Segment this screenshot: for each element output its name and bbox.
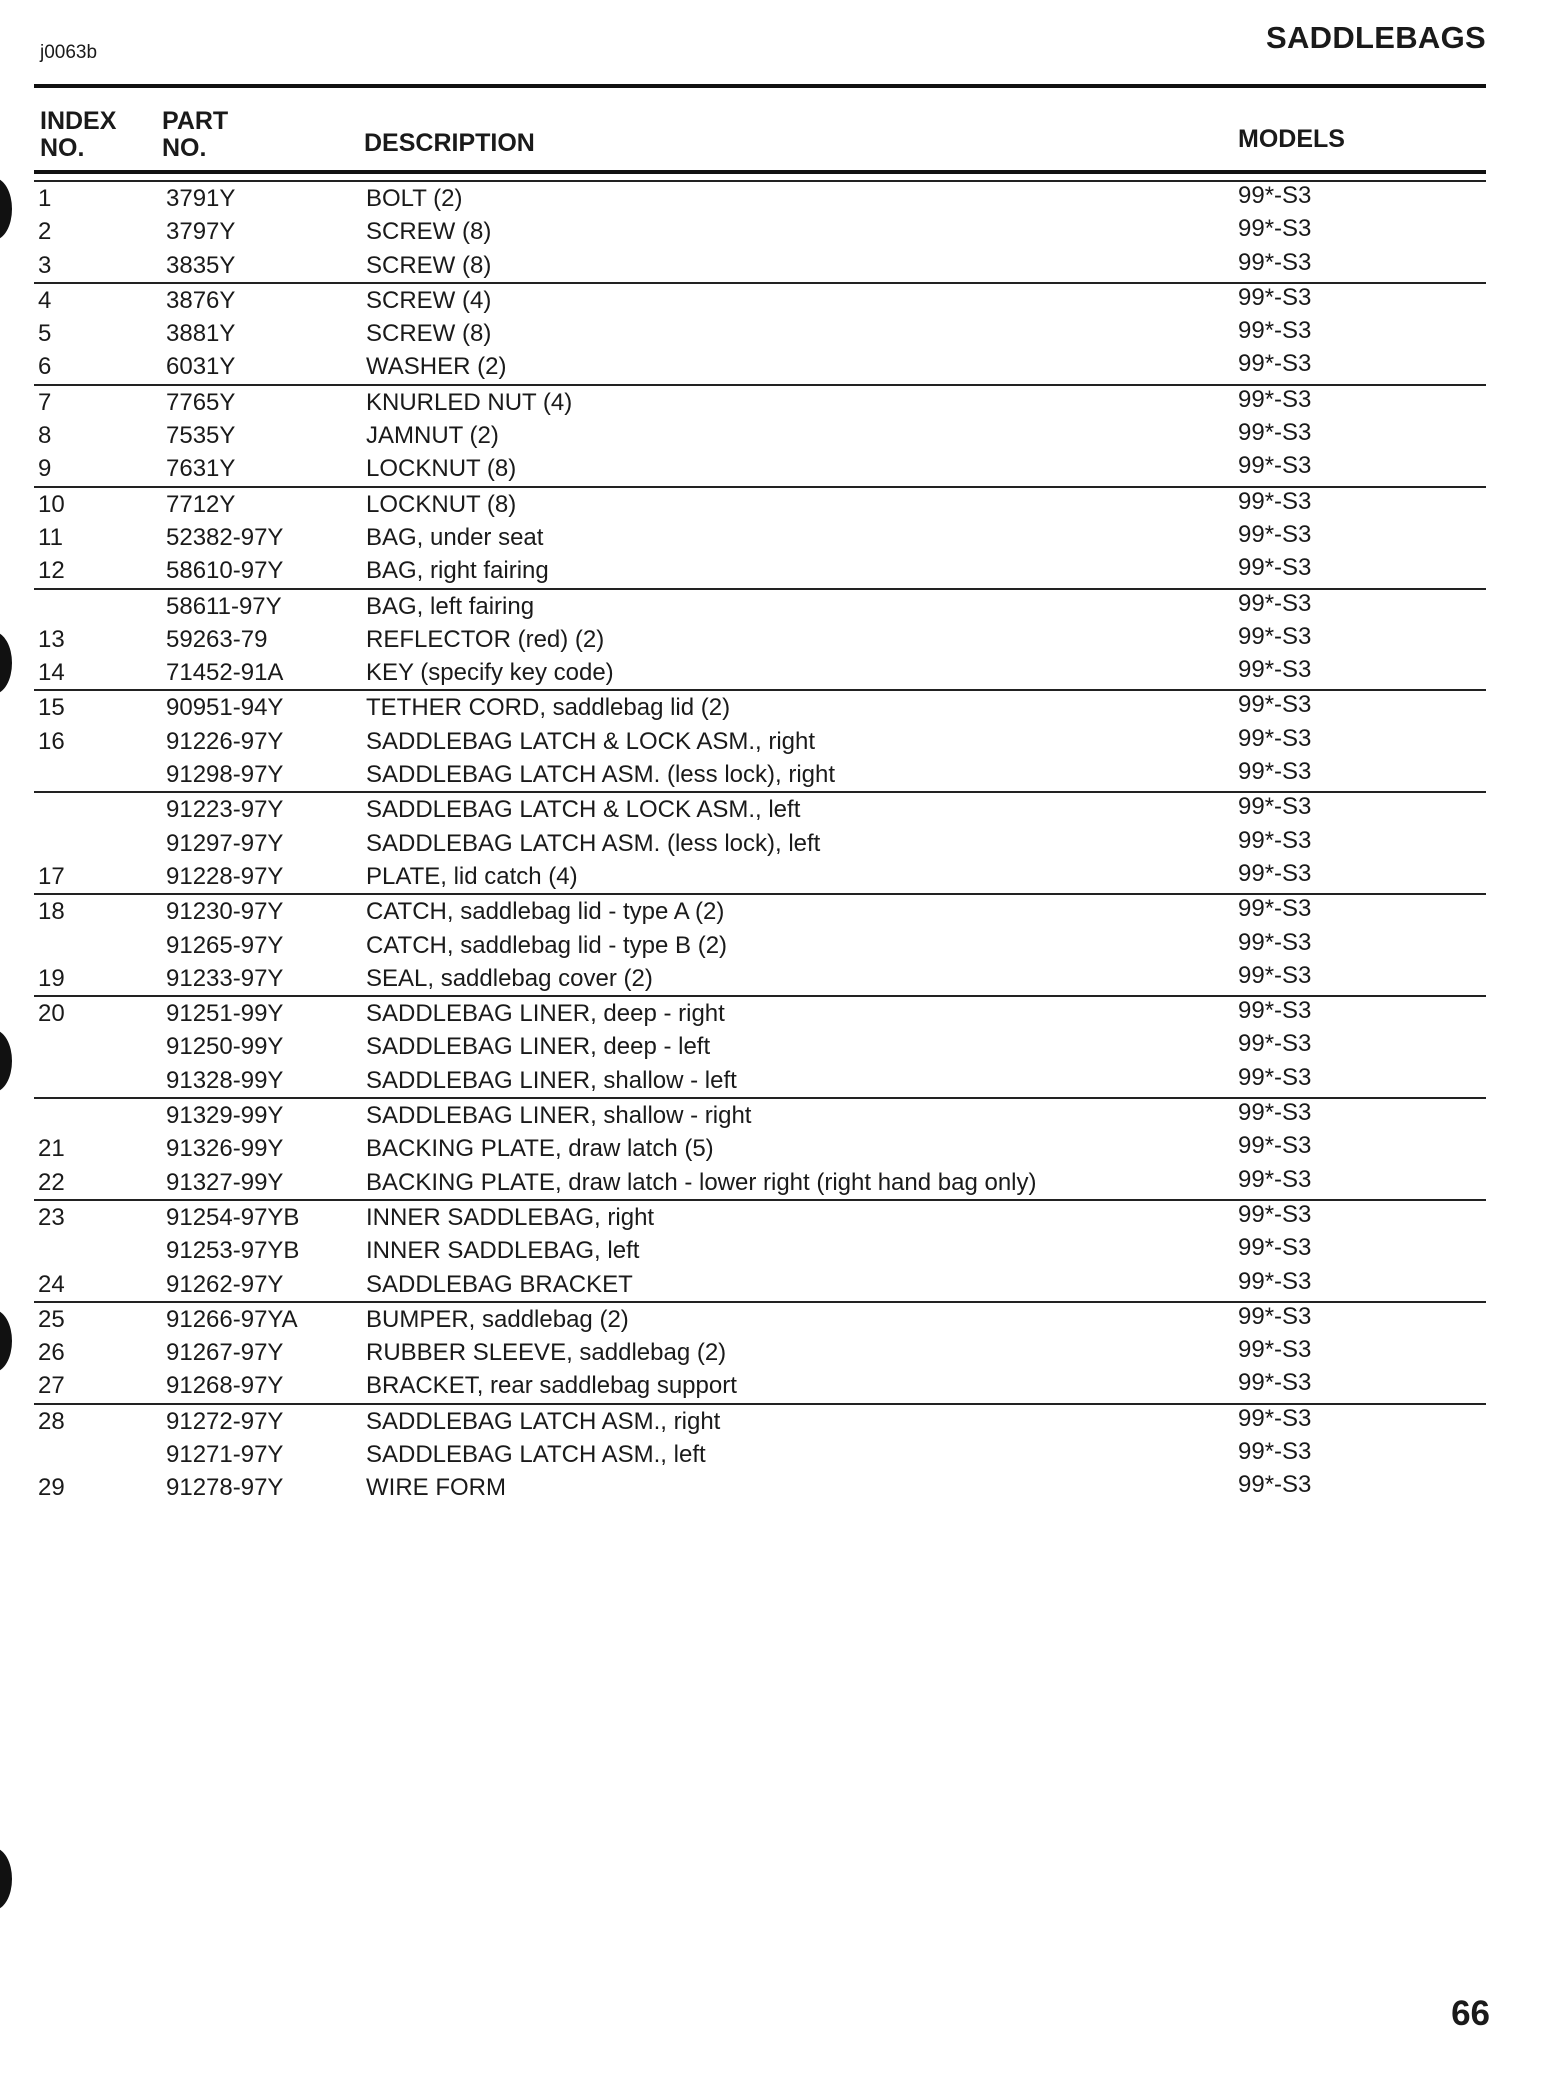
models-cell: 99*-S3 — [1238, 1234, 1312, 1262]
description-cell: SADDLEBAG LINER, shallow - left — [366, 1066, 737, 1094]
description-cell: WIRE FORM — [366, 1474, 506, 1502]
table-row — [34, 486, 1486, 521]
table-row — [34, 656, 1486, 689]
reference-code: j0063b — [40, 42, 98, 63]
part-number-cell: 3797Y — [166, 218, 236, 246]
models-cell: 99*-S3 — [1238, 215, 1312, 243]
index-cell: 23 — [38, 1203, 65, 1231]
models-cell: 99*-S3 — [1238, 793, 1312, 821]
description-cell: JAMNUT (2) — [366, 422, 499, 450]
index-cell: 21 — [38, 1135, 65, 1163]
table-row — [34, 1199, 1486, 1234]
table-row — [34, 623, 1486, 656]
description-cell: SADDLEBAG LATCH & LOCK ASM., left — [366, 796, 801, 824]
part-number-cell: 91226-97Y — [166, 727, 284, 755]
column-header-index — [40, 108, 116, 162]
table-row — [34, 419, 1486, 452]
index-cell: 12 — [38, 557, 65, 585]
part-number-cell: 91298-97Y — [166, 761, 284, 789]
table-row — [34, 452, 1486, 485]
index-cell: 6 — [38, 353, 52, 381]
part-number-cell: 90951-94Y — [166, 694, 284, 722]
table-row — [34, 1030, 1486, 1063]
description-cell: BAG, right fairing — [366, 557, 549, 585]
index-cell: 20 — [38, 1000, 65, 1028]
part-number-cell: 3791Y — [166, 185, 236, 212]
index-cell: 29 — [38, 1474, 65, 1502]
index-cell: 18 — [38, 898, 65, 926]
index-cell: 19 — [38, 964, 65, 992]
table-row — [34, 1438, 1486, 1471]
part-number-cell: 91265-97Y — [166, 931, 284, 959]
models-cell: 99*-S3 — [1238, 385, 1312, 413]
table-row — [34, 1471, 1486, 1504]
part-number-cell: 91262-97Y — [166, 1270, 284, 1298]
table-row — [34, 893, 1486, 928]
description-cell: CATCH, saddlebag lid - type B (2) — [366, 931, 728, 959]
models-cell: 99*-S3 — [1238, 859, 1312, 887]
models-cell: 99*-S3 — [1238, 350, 1312, 378]
description-cell: SADDLEBAG LATCH ASM. (less lock), left — [366, 829, 821, 857]
top-divider — [34, 84, 1486, 88]
index-cell: 22 — [38, 1168, 65, 1196]
part-number-cell: 91278-97Y — [166, 1474, 284, 1502]
part-number-cell: 91326-99Y — [166, 1135, 284, 1163]
index-cell: 11 — [38, 523, 63, 551]
description-cell: BACKING PLATE, draw latch - lower right (right hand bag only) — [366, 1168, 1037, 1196]
column-header-index-label: INDEX NO. — [40, 107, 117, 162]
part-number-cell: 91268-97Y — [166, 1372, 284, 1400]
models-cell: 99*-S3 — [1238, 283, 1312, 311]
part-number-cell: 6031Y — [166, 353, 236, 381]
column-header-part — [162, 108, 228, 162]
models-cell: 99*-S3 — [1238, 182, 1312, 209]
table-row — [34, 1166, 1486, 1199]
table-row — [34, 588, 1486, 623]
description-cell: RUBBER SLEEVE, saddlebag (2) — [366, 1339, 727, 1367]
models-cell: 99*-S3 — [1238, 248, 1312, 276]
models-cell: 99*-S3 — [1238, 724, 1312, 752]
column-header-models: MODELS — [1238, 125, 1345, 153]
part-number-cell: 58610-97Y — [166, 557, 284, 585]
table-row — [34, 929, 1486, 962]
description-cell: SADDLEBAG LATCH & LOCK ASM., right — [366, 727, 816, 755]
models-cell: 99*-S3 — [1238, 928, 1312, 956]
table-row — [34, 1268, 1486, 1301]
models-cell: 99*-S3 — [1238, 520, 1312, 548]
description-cell: BOLT (2) — [366, 185, 463, 212]
parts-table-body — [34, 180, 1486, 1505]
index-cell: 7 — [38, 388, 52, 416]
models-cell: 99*-S3 — [1238, 1302, 1312, 1330]
table-row — [34, 1064, 1486, 1097]
description-cell: SADDLEBAG LINER, shallow - right — [366, 1102, 752, 1130]
table-row — [34, 995, 1486, 1030]
index-cell: 15 — [38, 694, 65, 722]
description-cell: KNURLED NUT (4) — [366, 388, 573, 416]
index-cell: 24 — [38, 1270, 65, 1298]
models-cell: 99*-S3 — [1238, 1063, 1312, 1091]
table-row — [34, 249, 1486, 282]
models-cell: 99*-S3 — [1238, 622, 1312, 650]
models-cell: 99*-S3 — [1238, 961, 1312, 989]
part-number-cell: 58611-97Y — [166, 592, 282, 620]
models-cell: 99*-S3 — [1238, 1369, 1312, 1397]
index-cell: 27 — [38, 1372, 65, 1400]
models-cell: 99*-S3 — [1238, 1132, 1312, 1160]
header-divider — [34, 170, 1486, 174]
index-cell: 3 — [38, 251, 52, 279]
index-cell: 17 — [38, 862, 65, 890]
models-cell: 99*-S3 — [1238, 656, 1312, 684]
table-row — [34, 521, 1486, 554]
table-row — [34, 860, 1486, 893]
description-cell: LOCKNUT (8) — [366, 490, 517, 518]
models-cell: 99*-S3 — [1238, 452, 1312, 480]
models-cell: 99*-S3 — [1238, 419, 1312, 447]
models-cell: 99*-S3 — [1238, 1404, 1312, 1432]
models-cell: 99*-S3 — [1238, 1437, 1312, 1465]
table-row — [34, 350, 1486, 383]
models-cell: 99*-S3 — [1238, 826, 1312, 854]
part-number-cell: 91230-97Y — [166, 898, 284, 926]
description-cell: BUMPER, saddlebag (2) — [366, 1305, 629, 1333]
table-row — [34, 1301, 1486, 1336]
binder-hole — [0, 632, 12, 694]
models-cell: 99*-S3 — [1238, 997, 1312, 1025]
description-cell: CATCH, saddlebag lid - type A (2) — [366, 898, 725, 926]
section-title: SADDLEBAGS — [1265, 20, 1486, 55]
part-number-cell: 91267-97Y — [166, 1339, 284, 1367]
part-number-cell: 91297-97Y — [166, 829, 284, 857]
part-number-cell: 91253-97YB — [166, 1237, 300, 1265]
models-cell: 99*-S3 — [1238, 1267, 1312, 1295]
table-row — [34, 1369, 1486, 1402]
part-number-cell: 7535Y — [166, 422, 236, 450]
index-cell: 14 — [38, 659, 65, 687]
index-cell: 26 — [38, 1339, 65, 1367]
column-header-part-label: PART NO. — [162, 107, 229, 162]
binder-hole — [0, 1848, 12, 1910]
table-row — [34, 317, 1486, 350]
table-row — [34, 384, 1486, 419]
models-cell: 99*-S3 — [1238, 1200, 1312, 1228]
table-row — [34, 180, 1486, 215]
description-cell: KEY (specify key code) — [366, 659, 614, 687]
binder-hole — [0, 1030, 12, 1092]
part-number-cell: 52382-97Y — [166, 523, 284, 551]
table-row — [34, 1234, 1486, 1267]
models-cell: 99*-S3 — [1238, 691, 1312, 719]
table-row — [34, 554, 1486, 587]
part-number-cell: 91250-99Y — [166, 1033, 284, 1061]
part-number-cell: 91328-99Y — [166, 1066, 284, 1094]
table-row — [34, 962, 1486, 995]
models-cell: 99*-S3 — [1238, 487, 1312, 515]
table-row — [34, 791, 1486, 826]
table-row — [34, 1097, 1486, 1132]
models-cell: 99*-S3 — [1238, 1099, 1312, 1127]
binder-hole — [0, 1310, 12, 1372]
index-cell: 4 — [38, 286, 52, 314]
binder-hole — [0, 178, 12, 240]
part-number-cell: 71452-91A — [166, 659, 284, 687]
part-number-cell: 91271-97Y — [166, 1440, 284, 1468]
description-cell: TETHER CORD, saddlebag lid (2) — [366, 694, 731, 722]
part-number-cell: 91272-97Y — [166, 1407, 284, 1435]
models-cell: 99*-S3 — [1238, 1165, 1312, 1193]
description-cell: INNER SADDLEBAG, right — [366, 1203, 655, 1231]
part-number-cell: 59263-79 — [166, 625, 268, 653]
models-cell: 99*-S3 — [1238, 1336, 1312, 1364]
table-row — [34, 725, 1486, 758]
description-cell: WASHER (2) — [366, 353, 507, 381]
part-number-cell: 91223-97Y — [166, 796, 284, 824]
models-cell: 99*-S3 — [1238, 317, 1312, 345]
index-cell: 2 — [38, 218, 52, 246]
part-number-cell: 91329-99Y — [166, 1102, 284, 1130]
index-cell: 16 — [38, 727, 65, 755]
table-row — [34, 827, 1486, 860]
models-cell: 99*-S3 — [1238, 1030, 1312, 1058]
description-cell: REFLECTOR (red) (2) — [366, 625, 605, 653]
part-number-cell: 91233-97Y — [166, 964, 284, 992]
description-cell: PLATE, lid catch (4) — [366, 862, 578, 890]
part-number-cell: 91327-99Y — [166, 1168, 284, 1196]
part-number-cell: 7631Y — [166, 455, 236, 483]
part-number-cell: 7765Y — [166, 388, 236, 416]
part-number-cell: 91254-97YB — [166, 1203, 300, 1231]
index-cell: 9 — [38, 455, 52, 483]
description-cell: SCREW (8) — [366, 251, 492, 279]
models-cell: 99*-S3 — [1238, 589, 1312, 617]
description-cell: BAG, left fairing — [366, 592, 535, 620]
table-row — [34, 1336, 1486, 1369]
description-cell: SADDLEBAG LATCH ASM., left — [366, 1440, 706, 1468]
description-cell: SCREW (4) — [366, 286, 492, 314]
description-cell: SADDLEBAG LATCH ASM., right — [366, 1407, 721, 1435]
column-header-description: DESCRIPTION — [364, 129, 535, 157]
models-cell: 99*-S3 — [1238, 895, 1312, 923]
table-row — [34, 215, 1486, 248]
description-cell: SADDLEBAG LINER, deep - right — [366, 1000, 725, 1028]
part-number-cell: 3876Y — [166, 286, 236, 314]
index-cell: 5 — [38, 320, 52, 348]
description-cell: SADDLEBAG BRACKET — [366, 1270, 633, 1298]
description-cell: SCREW (8) — [366, 218, 492, 246]
description-cell: BAG, under seat — [366, 523, 544, 551]
table-row — [34, 282, 1486, 317]
part-number-cell: 7712Y — [166, 490, 236, 518]
part-number-cell: 91228-97Y — [166, 862, 284, 890]
index-cell: 28 — [38, 1407, 65, 1435]
models-cell: 99*-S3 — [1238, 1471, 1312, 1499]
index-cell: 25 — [38, 1305, 65, 1333]
part-number-cell: 3881Y — [166, 320, 236, 348]
description-cell: SEAL, saddlebag cover (2) — [366, 964, 653, 992]
description-cell: BACKING PLATE, draw latch (5) — [366, 1135, 714, 1163]
table-row — [34, 689, 1486, 724]
table-row — [34, 758, 1486, 791]
description-cell: INNER SADDLEBAG, left — [366, 1237, 640, 1265]
table-row — [34, 1132, 1486, 1165]
table-row — [34, 1403, 1486, 1438]
part-number-cell: 91251-99Y — [166, 1000, 284, 1028]
description-cell: SADDLEBAG LATCH ASM. (less lock), right — [366, 761, 836, 789]
index-cell: 13 — [38, 625, 65, 653]
models-cell: 99*-S3 — [1238, 554, 1312, 582]
part-number-cell: 91266-97YA — [166, 1305, 298, 1333]
page-number: 66 — [1451, 1994, 1490, 2033]
description-cell: LOCKNUT (8) — [366, 455, 517, 483]
index-cell: 1 — [38, 185, 52, 212]
description-cell: SCREW (8) — [366, 320, 492, 348]
models-cell: 99*-S3 — [1238, 758, 1312, 786]
index-cell: 10 — [38, 490, 65, 518]
description-cell: SADDLEBAG LINER, deep - left — [366, 1033, 711, 1061]
index-cell: 8 — [38, 422, 52, 450]
part-number-cell: 3835Y — [166, 251, 236, 279]
description-cell: BRACKET, rear saddlebag support — [366, 1372, 737, 1400]
